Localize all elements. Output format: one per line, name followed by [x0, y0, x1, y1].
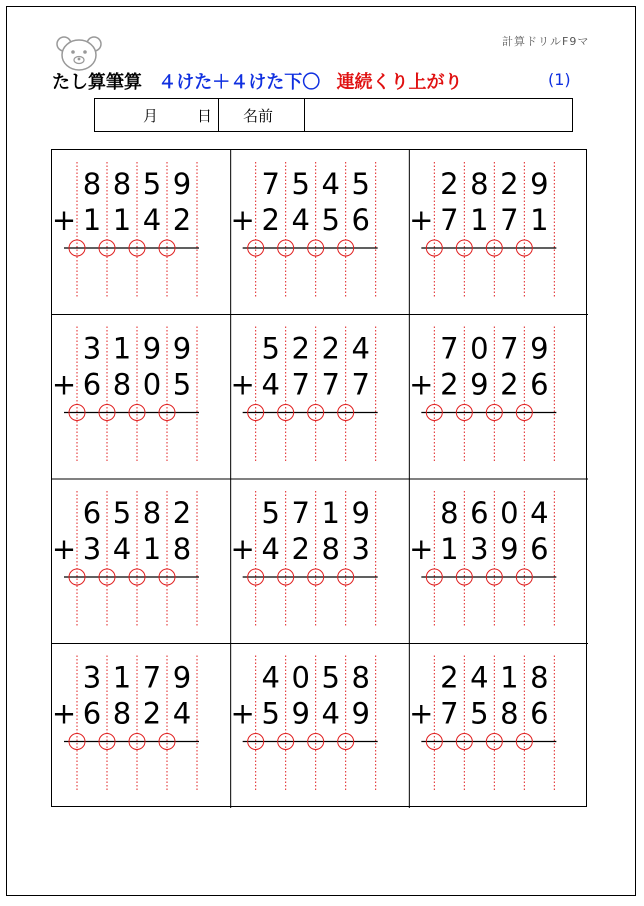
addend-digit: 1: [112, 331, 132, 366]
addend-digit: 5: [261, 496, 280, 530]
name-label-cell: [219, 99, 305, 131]
addend-digit: 2: [172, 203, 192, 237]
plus-sign: +: [409, 203, 434, 237]
addend-digit: 3: [82, 660, 102, 695]
addend-digit: 8: [112, 167, 132, 201]
plus-sign: +: [409, 532, 434, 566]
addend-digit: 8: [82, 167, 102, 201]
addend-digit: 5: [261, 696, 280, 731]
addend-digit: 5: [470, 696, 489, 731]
addend-digit: 1: [112, 660, 132, 695]
addend-digit: 7: [291, 496, 310, 530]
addend-digit: 6: [470, 496, 489, 530]
addend-digit: 9: [172, 331, 192, 366]
addend-digit: 8: [321, 532, 340, 566]
addend-digit: 6: [82, 496, 102, 530]
addend-digit: 0: [470, 331, 489, 366]
addend-digit: 6: [530, 696, 549, 731]
addend-digit: 4: [172, 696, 192, 731]
addend-digit: 9: [291, 696, 310, 731]
addend-digit: 7: [291, 367, 310, 402]
addend-digit: 1: [321, 496, 340, 530]
addend-digit: 9: [530, 167, 549, 201]
addend-digit: 1: [142, 532, 162, 566]
addend-digit: 4: [321, 696, 340, 731]
addend-digit: 8: [530, 660, 549, 695]
addend-digit: 4: [261, 367, 280, 402]
addend-digit: 9: [142, 331, 162, 366]
addend-digit: 8: [351, 660, 370, 695]
addend-digit: 5: [112, 496, 132, 530]
sheet-number: (1): [548, 70, 571, 89]
addend-digit: 5: [321, 660, 340, 695]
plus-sign: +: [52, 367, 77, 402]
plus-sign: +: [409, 367, 434, 402]
title-part-3: 連続くり上がり: [336, 72, 463, 93]
addend-digit: 5: [142, 167, 162, 201]
addend-digit: 8: [440, 496, 459, 530]
addend-digit: 9: [172, 660, 192, 695]
addend-digit: 1: [112, 203, 132, 237]
addend-digit: 4: [142, 203, 162, 237]
addend-digit: 2: [500, 167, 519, 201]
addend-digit: 9: [172, 167, 192, 201]
addend-digit: 6: [530, 367, 549, 402]
brand-text: 計算ドリルF9マ: [502, 35, 590, 48]
addend-digit: 7: [500, 203, 519, 237]
plus-sign: +: [52, 532, 77, 566]
addend-digit: 7: [351, 367, 370, 402]
addend-digit: 9: [351, 696, 370, 731]
addend-digit: 2: [142, 696, 162, 731]
addend-digit: 2: [291, 331, 310, 366]
addend-digit: 4: [530, 496, 549, 530]
plus-sign: +: [52, 203, 77, 237]
name-label: 名前: [243, 107, 274, 125]
addend-digit: 5: [291, 167, 310, 201]
addend-digit: 5: [351, 167, 370, 201]
date-cell[interactable]: [95, 99, 219, 131]
addend-digit: 2: [291, 532, 310, 566]
addend-digit: 2: [321, 331, 340, 366]
addend-digit: 3: [82, 532, 102, 566]
addend-digit: 5: [321, 203, 340, 237]
addend-digit: 7: [500, 331, 519, 366]
addend-digit: 7: [440, 696, 459, 731]
title-part-2: ４けた＋４けた下〇: [158, 72, 321, 93]
day-label: 日: [197, 107, 213, 125]
plus-sign: +: [230, 203, 255, 237]
addend-digit: 7: [440, 203, 459, 237]
addend-digit: 2: [440, 367, 459, 402]
addend-digit: 1: [470, 203, 489, 237]
plus-sign: +: [52, 696, 77, 731]
addend-digit: 6: [530, 532, 549, 566]
addend-digit: 1: [82, 203, 102, 237]
addend-digit: 3: [470, 532, 489, 566]
addend-digit: 1: [500, 660, 519, 695]
addend-digit: 9: [470, 367, 489, 402]
addend-digit: 8: [112, 696, 132, 731]
addend-digit: 0: [142, 367, 162, 402]
month-label: 月: [143, 107, 159, 125]
addend-digit: 3: [82, 331, 102, 366]
addend-digit: 8: [172, 532, 192, 566]
addend-digit: 4: [261, 660, 280, 695]
addend-digit: 5: [172, 367, 192, 402]
problem-grid-drawing: [52, 150, 588, 808]
addend-digit: 4: [112, 532, 132, 566]
plus-sign: +: [230, 532, 255, 566]
addend-digit: 0: [500, 496, 519, 530]
addend-digit: 2: [440, 660, 459, 695]
plus-sign: +: [230, 696, 255, 731]
addend-digit: 2: [261, 203, 280, 237]
addend-digit: 7: [142, 660, 162, 695]
addend-digit: 0: [291, 660, 310, 695]
name-field[interactable]: [305, 99, 571, 131]
addend-digit: 8: [500, 696, 519, 731]
addend-digit: 6: [82, 367, 102, 402]
addend-digit: 4: [261, 532, 280, 566]
addend-digit: 8: [142, 496, 162, 530]
addend-digit: 5: [261, 331, 280, 366]
page-title: [52, 68, 463, 94]
plus-sign: +: [230, 367, 255, 402]
info-row: [94, 98, 573, 132]
addend-digit: 8: [112, 367, 132, 402]
addend-digit: 9: [530, 331, 549, 366]
title-part-1: たし算筆算: [52, 72, 142, 93]
addend-digit: 9: [351, 496, 370, 530]
addend-digit: 4: [291, 203, 310, 237]
addend-digit: 4: [321, 167, 340, 201]
addend-digit: 3: [351, 532, 370, 566]
addend-digit: 4: [351, 331, 370, 366]
addend-digit: 1: [440, 532, 459, 566]
addend-digit: 2: [440, 167, 459, 201]
addend-digit: 7: [261, 167, 280, 201]
problem-grid: [51, 149, 587, 807]
addend-digit: 2: [172, 496, 192, 530]
addend-digit: 7: [440, 331, 459, 366]
addend-digit: 7: [321, 367, 340, 402]
plus-sign: +: [409, 696, 434, 731]
addend-digit: 1: [530, 203, 549, 237]
addend-digit: 9: [500, 532, 519, 566]
addend-digit: 4: [470, 660, 489, 695]
addend-digit: 2: [500, 367, 519, 402]
addend-digit: 6: [82, 696, 102, 731]
addend-digit: 8: [470, 167, 489, 201]
addend-digit: 6: [351, 203, 370, 237]
